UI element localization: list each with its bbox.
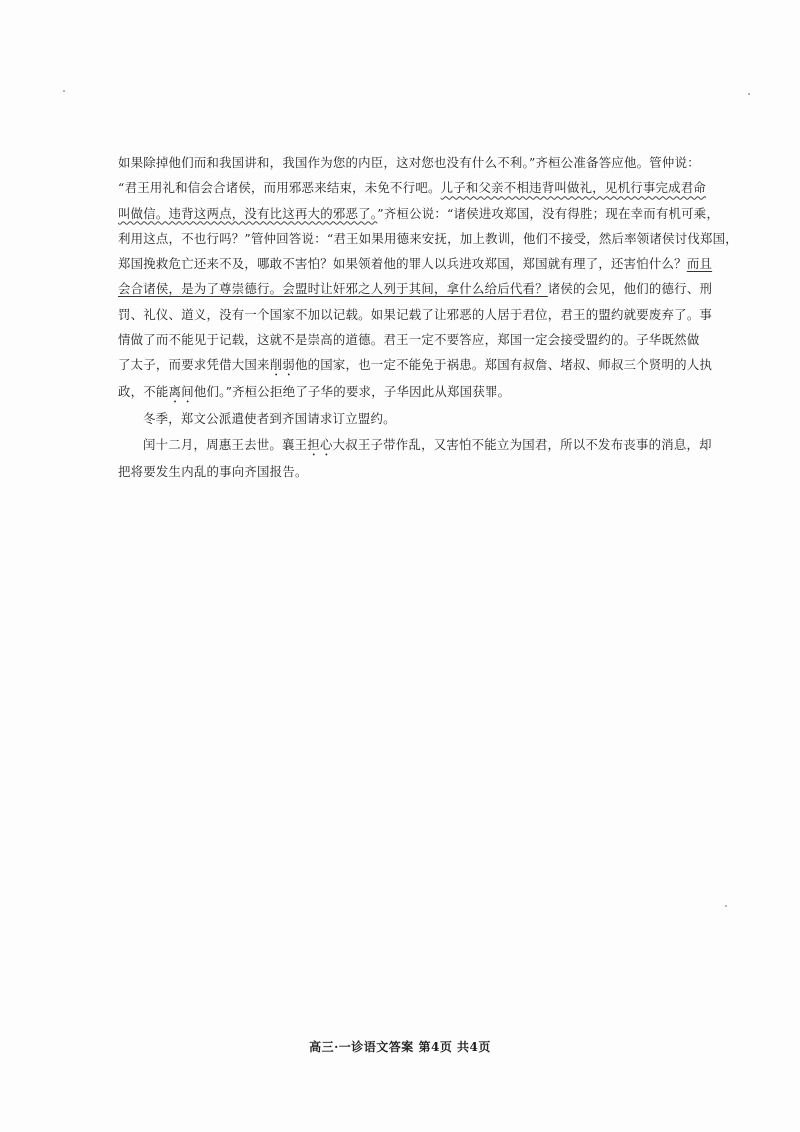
text-line xyxy=(118,432,712,459)
text-line xyxy=(118,276,713,301)
text-line xyxy=(118,302,713,327)
text-segment: 罚、礼仪、道义，没有一个国家不加以记载。如果记载了让邪恶的人居于君位，君王的盟约就要废弃了。事 xyxy=(118,306,713,322)
emphasis-dotted-word: 担心 xyxy=(307,436,333,452)
text-line xyxy=(118,352,713,379)
wavy-underlined-text: 儿子和父亲不相违背叫做礼，见机行事完成君命 xyxy=(440,180,707,196)
text-segment: 他们。”齐桓公拒绝了子华的要求，子华因此从郑国获罪。 xyxy=(193,384,511,400)
text-line xyxy=(118,459,700,484)
text-segment: 他的国家，也一定不能免于祸患。郑国有叔詹、堵叔、师叔三个贤明的人执 xyxy=(294,357,713,373)
text-segment: 政，不能 xyxy=(118,384,169,400)
text-segment: ”齐桓公说：“诸侯进攻郑国，没有得胜；现在幸而有机可乘， xyxy=(377,205,720,221)
text-segment: 闰十二月，周惠王去世。襄王 xyxy=(143,436,308,452)
text-line xyxy=(118,150,700,175)
text-line xyxy=(118,175,707,200)
text-segment: 把将要发生内乱的事向齐国报告。 xyxy=(118,463,308,479)
text-segment: 如果除掉他们而和我国讲和，我国作为您的内臣，这对您也没有什么不利。”齐桓公准备答应他。管仲说： xyxy=(118,155,700,170)
text-segment: 利用这点，不也行吗？”管仲回答说：“君王如果用德来安抚，加上教训，他们不接受，然后率领诸侯讨伐郑国， xyxy=(118,230,738,246)
underlined-text: 而且 xyxy=(686,256,713,272)
text-segment: 大叔王子带作乱，又害怕不能立为国君，所以不发布丧事的消息，却 xyxy=(332,436,712,452)
wavy-underlined-text: 叫做信。违背这两点，没有比这再大的邪恶了。 xyxy=(118,205,378,221)
scan-speck xyxy=(725,905,727,907)
text-segment: 冬季，郑文公派遣使者到齐国请求订立盟约。 xyxy=(143,411,396,427)
emphasis-dotted-word: 离间 xyxy=(168,384,194,400)
emphasis-dotted-word: 削弱 xyxy=(269,357,295,373)
text-line xyxy=(118,327,700,352)
text-segment: 诸侯的会见，他们的德行、刑 xyxy=(547,281,713,297)
text-line xyxy=(118,226,738,251)
text-line xyxy=(118,406,700,431)
body-text xyxy=(118,150,738,484)
text-segment: 情做了而不能见于记载，这就不是崇高的道德。君王一定不要答应，郑国一定会接受盟约的。子华既然做 xyxy=(118,332,700,348)
text-segment: 郑国挽救危亡还来不及，哪敢不害怕？如果领着他的罪人以兵进攻郑国，郑国就有理了，还害怕什么？ xyxy=(118,256,687,272)
text-line xyxy=(118,201,720,226)
text-line xyxy=(118,379,700,406)
text-segment: 了太子，而要求凭借大国来 xyxy=(118,357,270,373)
scan-speck xyxy=(748,93,750,95)
text-segment: “君王用礼和信会合诸侯，而用邪恶来结束，未免不行吧。 xyxy=(118,180,441,196)
underlined-text: 会合诸侯，是为了尊崇德行。会盟时让奸邪之人列于其间，拿什么给后代看？ xyxy=(118,281,548,297)
page-footer: 高三·一诊语文答案 第4页 共4页 xyxy=(309,1040,491,1054)
text-line xyxy=(118,251,713,276)
scan-speck xyxy=(63,90,65,92)
